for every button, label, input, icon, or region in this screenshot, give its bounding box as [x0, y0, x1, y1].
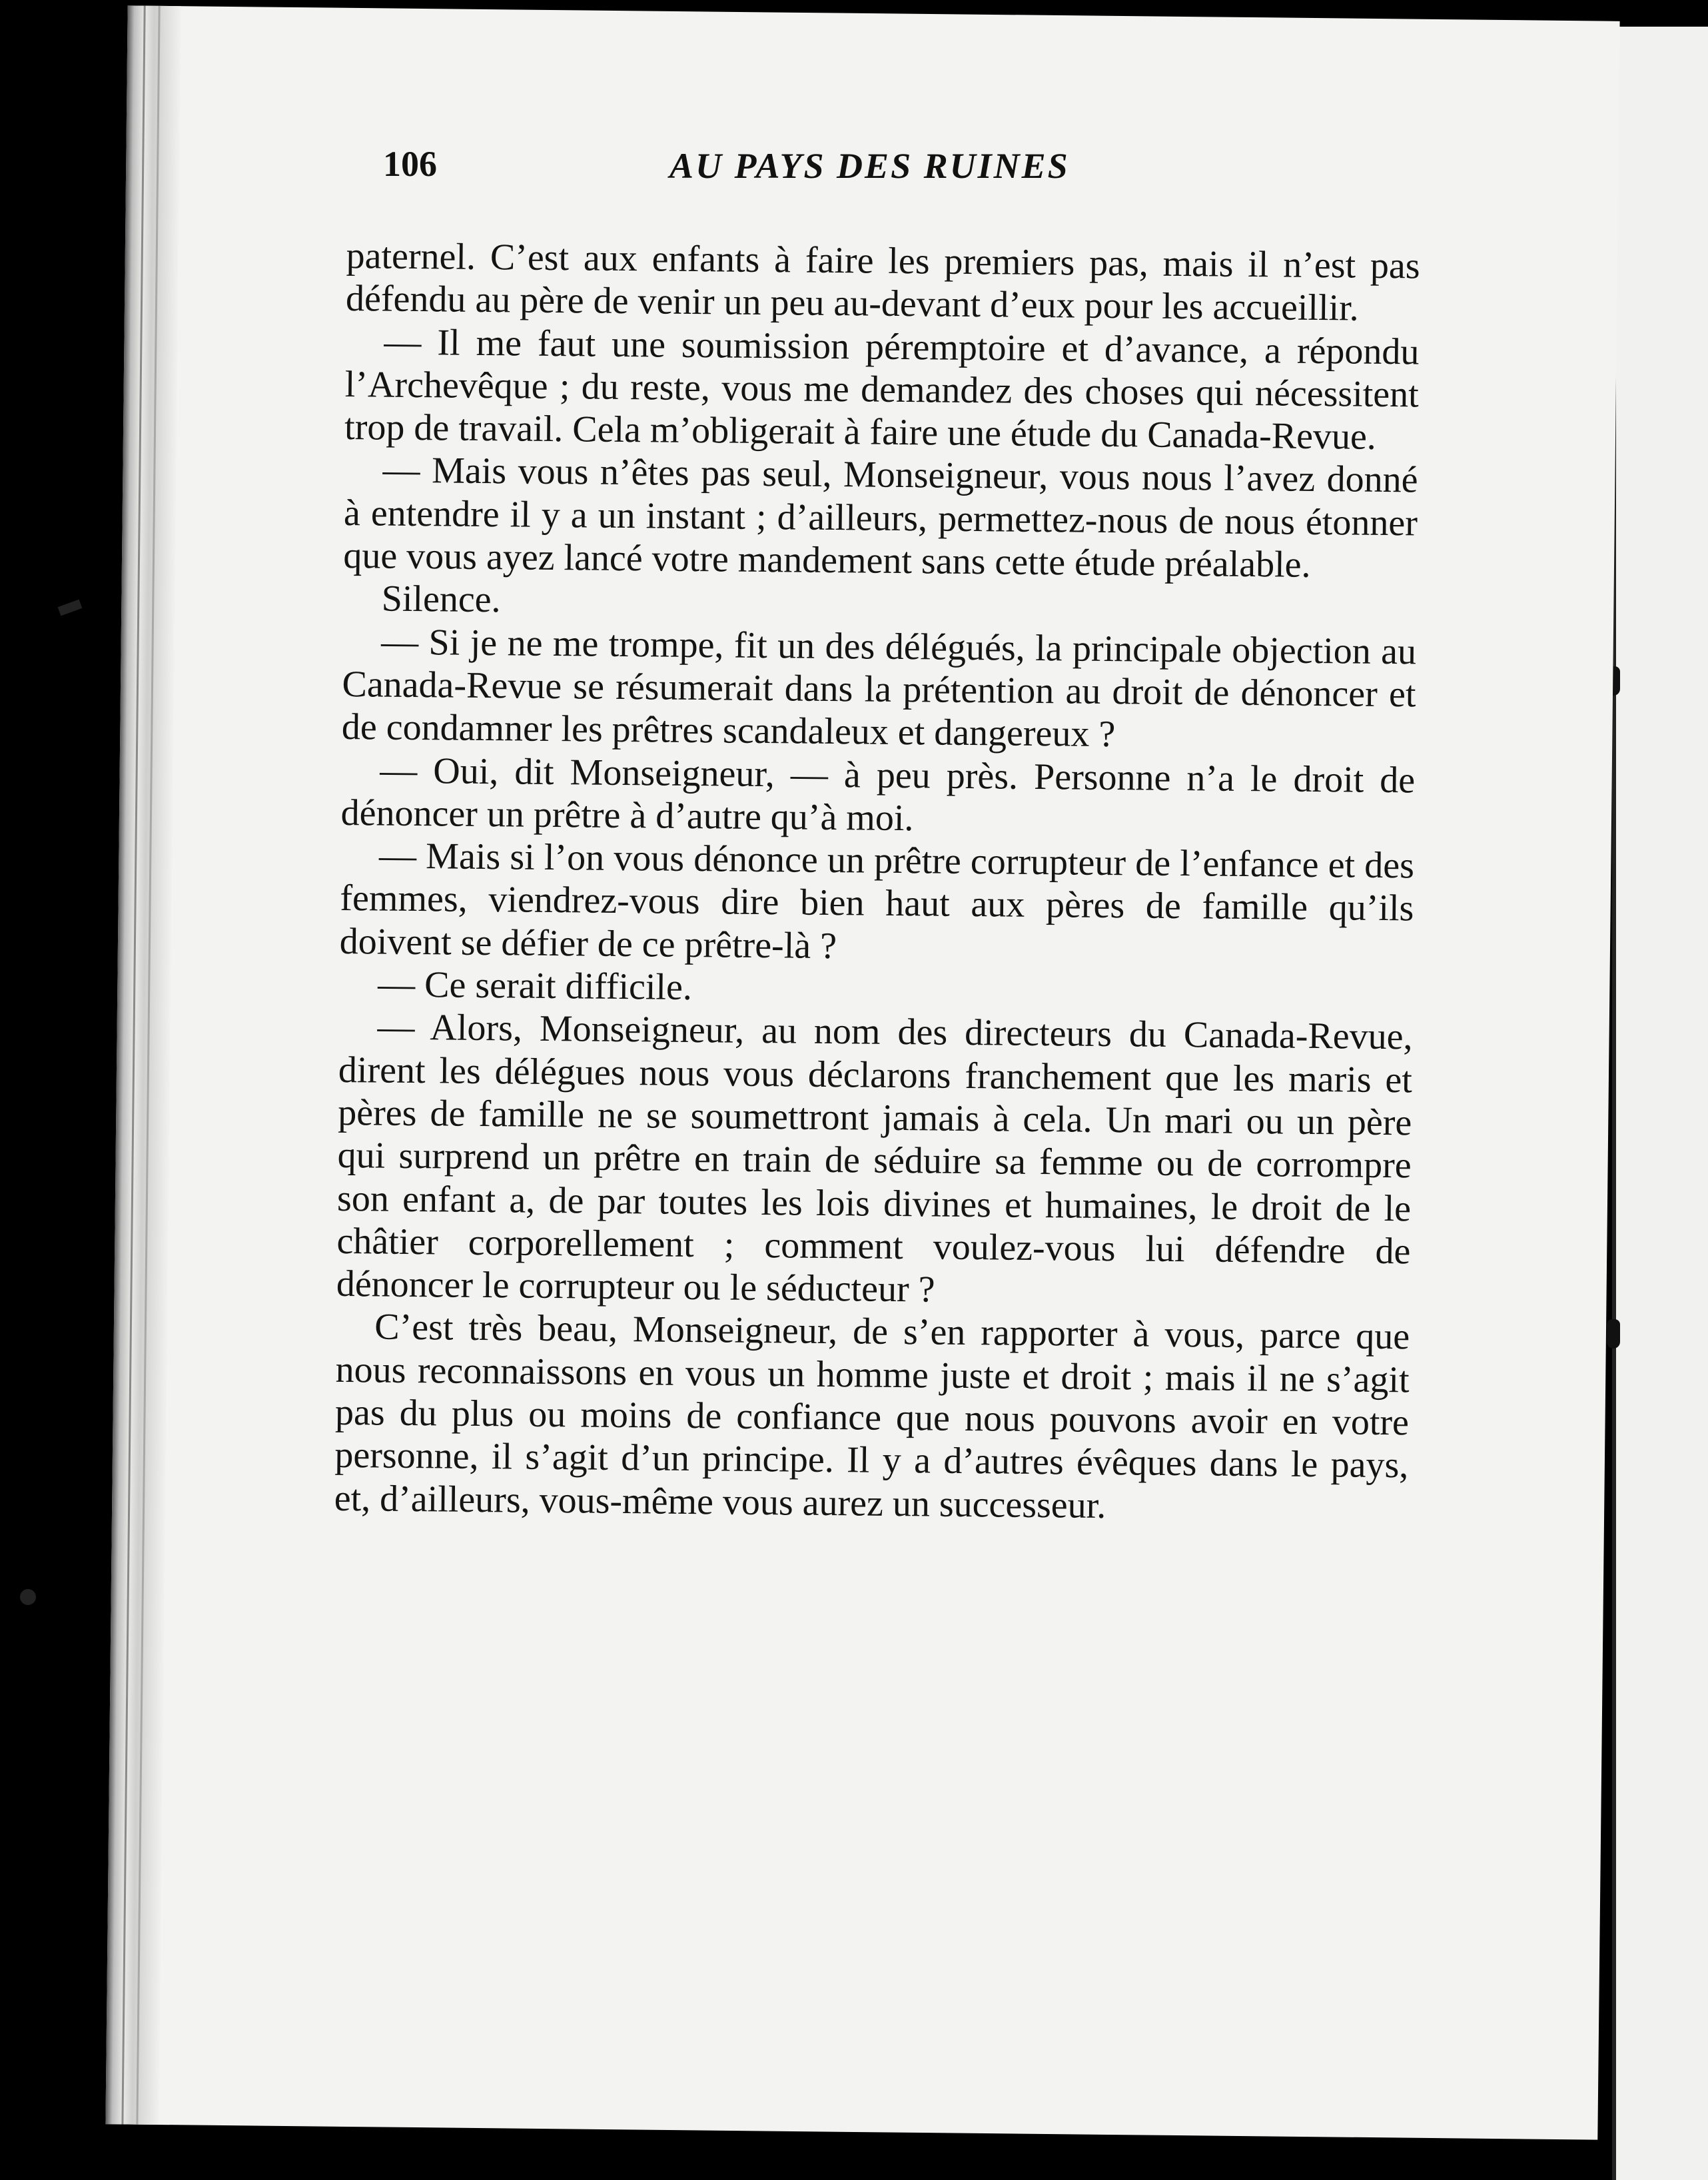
paragraph: paternel. C’est aux enfants à faire les premiers pas, mais il n’est pas défendu au père de venir un peu au-devant d’eux pour les accueillir. — [345, 235, 1420, 329]
paragraph: — Il me faut une soumission péremptoire et d’avance, a répondu l’Archevêque ; du reste, vous me demandez des choses qui nécessitent trop de travail. Cela m’obligerait à faire une étude du Canada-Revue. — [344, 321, 1420, 458]
running-title: AU PAYS DES RUINES — [669, 146, 1070, 186]
page-number: 106 — [383, 144, 437, 184]
margin-speck — [20, 1589, 36, 1605]
paragraph: C’est très beau, Monseigneur, de s’en rapporter à vous, parce que nous reconnaissons en vous un homme juste et droit ; mais il ne s’agit pas du plus ou moins de confiance que nous pouvons avoir en votre personne, il s’agit d’un principe. Il y a d’autres évêques dans le pays, et, d’ailleurs, vous-même vous aurez un successeur. — [334, 1306, 1410, 1526]
binding-mark — [1607, 1319, 1620, 1349]
paragraph: Silence. — [381, 578, 501, 621]
facing-page-edge — [1612, 27, 1708, 2180]
paragraph: — Alors, Monseigneur, au nom des directeurs du Canada-Revue, dirent les délégues nous vous déclarons franchement que les maris et pères de famille ne se soumettront jamais à cela. Un mari ou un père qui surprend un prêtre en train de séduire sa femme ou de corrompre son enfant a, de par toutes les lois divines et humaines, le droit de le châtier corporellement ; comment voulez-vous lui défendre de dénoncer le corrupteur ou le séducteur ? — [336, 1006, 1413, 1311]
paragraph: — Ce serait difficile. — [377, 963, 693, 1009]
paragraph: — Mais si l’on vous dénonce un prêtre corrupteur de l’enfance et des femmes, viendrez-vous dire bien haut aux pères de famille qu’ils doivent se défier de ce prêtre-là ? — [339, 835, 1415, 967]
body-text — [334, 235, 1420, 1530]
paragraph: — Si je ne me trompe, fit un des délégués, la principale objection au Canada-Revue se résumerait dans la prétention au droit de dénoncer et de condamner les prêtres scandaleux et dangereux ? — [341, 621, 1417, 756]
paragraph: — Oui, dit Monseigneur, — à peu près. Personne n’a le droit de dénoncer un prêtre à d’autre qu’à moi. — [340, 750, 1416, 839]
paragraph: — Mais vous n’êtes pas seul, Monseigneur, vous nous l’avez donné à entendre il y a un instant ; d’ailleurs, permettez-nous de nous étonner que vous ayez lancé votre mandement sans cette étude préalable. — [343, 450, 1418, 586]
page-header — [383, 143, 1436, 190]
